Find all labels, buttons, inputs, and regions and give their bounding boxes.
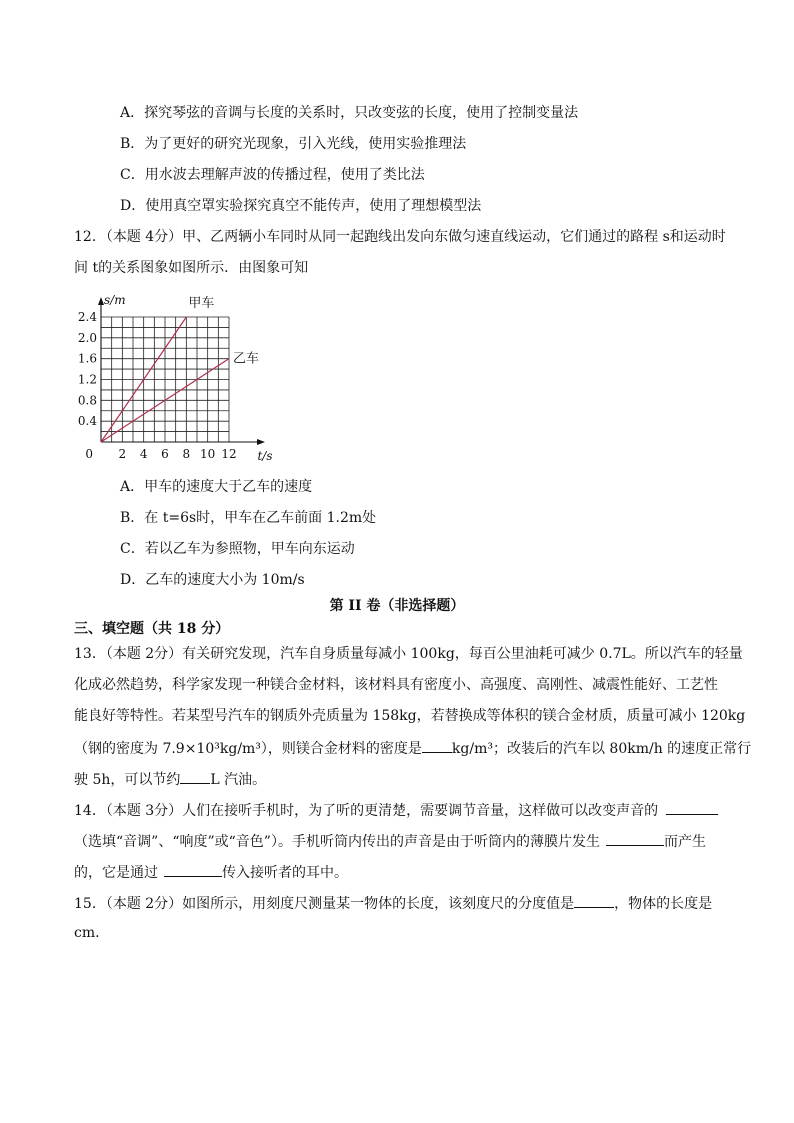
q13-line4 bbox=[74, 738, 751, 758]
s-t-graph bbox=[76, 288, 276, 464]
q14-blank-2[interactable] bbox=[606, 831, 664, 846]
q13-line2: 化成必然趋势，科学家发现一种镁合金材料，该材料具有密度小、高强度、高刚性、减震性能好、工艺性 bbox=[74, 677, 718, 693]
q13-blank-fuel[interactable] bbox=[180, 769, 210, 784]
y-tick-label: 1.2 bbox=[77, 372, 97, 387]
y-tick-label: 2.4 bbox=[77, 310, 97, 324]
q14-line3 bbox=[74, 862, 348, 882]
y-tick-label: 2.0 bbox=[77, 330, 97, 345]
q11-option-d: D．使用真空罩实验探究真空不能传声，使用了理想模型法 bbox=[120, 198, 482, 214]
q15-line1-text-a: 15．（本题 2分）如图所示，用刻度尺测量某一物体的长度，该刻度尺的分度值是 bbox=[74, 896, 575, 912]
q12-option-a: A．甲车的速度大于乙车的速度 bbox=[120, 479, 313, 495]
q13-line5-text-b: L 汽油。 bbox=[210, 772, 267, 788]
x-axis-arrow bbox=[257, 439, 265, 445]
q15-line2: cm. bbox=[74, 925, 100, 941]
q14-line3-text-a: 的，它是通过 bbox=[74, 865, 158, 881]
q15-line1-text-b: ，物体的长度是 bbox=[614, 896, 713, 912]
q13-blank-density[interactable] bbox=[422, 738, 452, 753]
q14-blank-1[interactable] bbox=[666, 800, 718, 815]
y-tick-label: 0.8 bbox=[77, 393, 97, 408]
q11-option-a: A．探究琴弦的音调与长度的关系时，只改变弦的长度，使用了控制变量法 bbox=[120, 105, 579, 121]
series-label: 乙车 bbox=[233, 351, 260, 367]
q15-blank-1[interactable] bbox=[574, 893, 614, 908]
q12-option-d: D．乙车的速度大小为 10m/s bbox=[120, 572, 305, 588]
q14-line3-text-b: 传入接听者的耳中。 bbox=[222, 865, 348, 881]
q13-line4-text-b: kg/m³；改装后的汽车以 80km/h 的速度正常行 bbox=[451, 741, 752, 757]
q12-stem-line1: 12．（本题 4分）甲、乙两辆小车同时从同一起跑线出发向东做匀速直线运动，它们通过的路程 s和运动时 bbox=[74, 229, 726, 245]
origin-label: 0 bbox=[85, 447, 93, 461]
section-title: 第 II 卷（非选择题） bbox=[329, 598, 465, 614]
q13-line3: 能良好等特性。若某型号汽车的钢质外壳质量为 158kg，若替换成等体积的镁合金材质，质量可减小 120kg bbox=[74, 708, 746, 724]
y-axis-label: s/m bbox=[104, 293, 126, 307]
series-label: 甲车 bbox=[188, 296, 215, 311]
x-tick-label: 12 bbox=[221, 447, 237, 461]
x-tick-label: 4 bbox=[139, 447, 148, 461]
part-heading: 三、填空题（共 18 分） bbox=[74, 621, 230, 637]
q12-option-b: B．在 t=6s时，甲车在乙车前面 1.2m处 bbox=[120, 510, 377, 526]
q11-option-c: C．用水波去理解声波的传播过程，使用了类比法 bbox=[120, 167, 425, 183]
x-axis-label: t/s bbox=[257, 449, 273, 463]
x-tick-label: 6 bbox=[161, 447, 169, 461]
x-tick-label: 8 bbox=[182, 447, 191, 461]
q14-line2-text-b: 而产生 bbox=[663, 834, 706, 850]
q14-line2 bbox=[74, 831, 706, 851]
q14-line1 bbox=[74, 800, 718, 820]
q12-stem-line2: 间 t的关系图象如图所示．由图象可知 bbox=[74, 260, 309, 276]
x-tick-label: 2 bbox=[118, 447, 127, 461]
y-tick-label: 0.4 bbox=[77, 414, 97, 429]
q14-line2-text-a: （选填“音调”、“响度”或“音色”）。手机听筒内传出的声音是由于听筒内的薄膜片发生 bbox=[74, 834, 600, 850]
y-tick-label: 1.6 bbox=[77, 351, 97, 366]
q14-line1-text: 14．（本题 3分）人们在接听手机时，为了听的更清楚，需要调节音量，这样做可以改变声音的 bbox=[74, 803, 659, 819]
q13-line4-text-a: （钢的密度为 7.9×10³kg/m³），则镁合金材料的密度是 bbox=[74, 741, 422, 757]
q13-line1: 13．（本题 2分）有关研究发现，汽车自身质量每减小 100kg，每百公里油耗可减少 0.7L。所以汽车的轻量 bbox=[74, 646, 743, 662]
q13-line5-text-a: 驶 5h，可以节约 bbox=[74, 772, 181, 788]
q15-line1 bbox=[74, 893, 712, 913]
q14-blank-3[interactable] bbox=[164, 862, 222, 877]
q13-line5 bbox=[74, 769, 266, 789]
x-tick-label: 10 bbox=[200, 447, 216, 461]
q12-option-c: C．若以乙车为参照物，甲车向东运动 bbox=[120, 541, 355, 557]
q11-option-b: B．为了更好的研究光现象，引入光线，使用实验推理法 bbox=[120, 136, 467, 152]
